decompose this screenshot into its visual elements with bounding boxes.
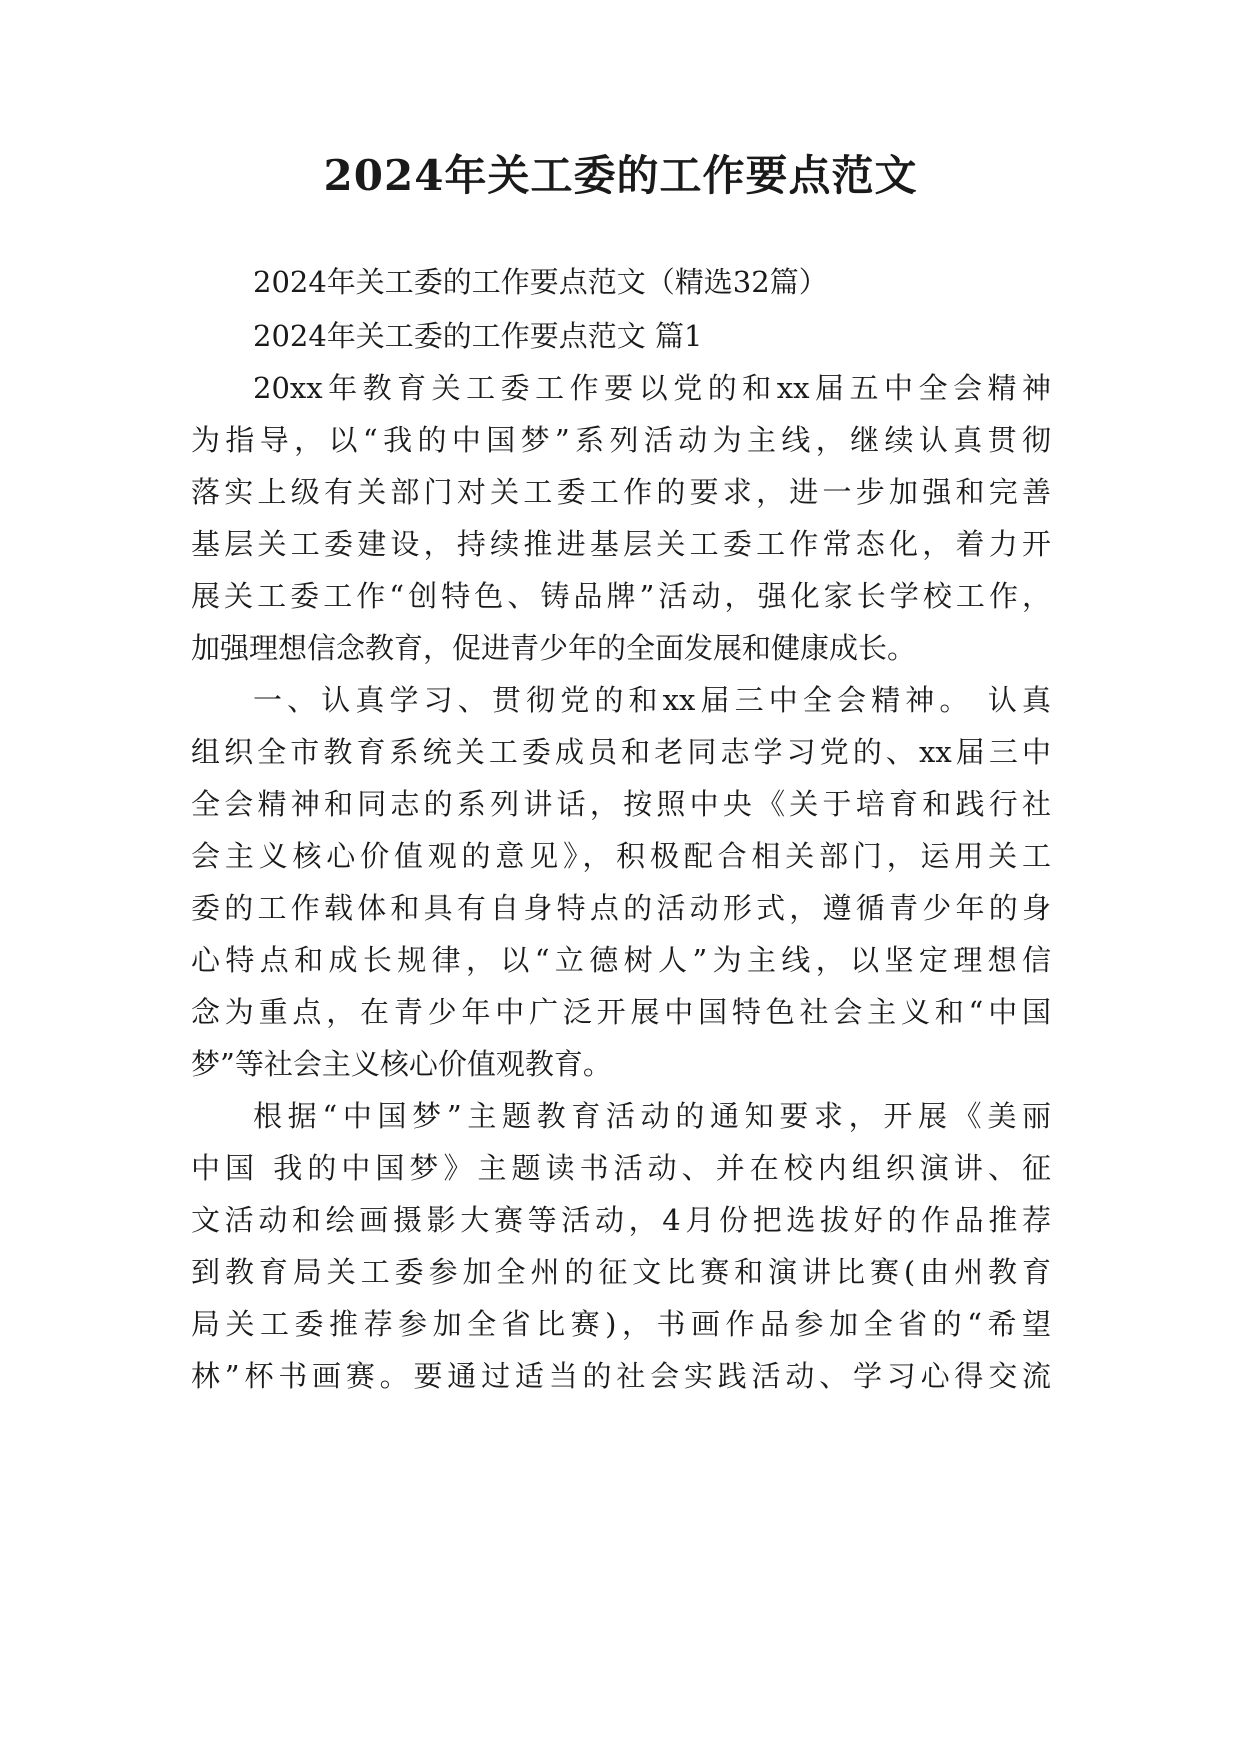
paragraph-line: 根据“中国梦”主题教育活动的通知要求，开展《美丽 <box>253 1099 1051 1133</box>
section-heading: 2024年关工委的工作要点范文 篇1 <box>253 319 703 353</box>
paragraph-line: 局关工委推荐参加全省比赛)，书画作品参加全省的“希望 <box>191 1307 1051 1341</box>
paragraph-line: 梦”等社会主义核心价值观教育。 <box>191 1047 612 1081</box>
paragraph-line: 全会精神和同志的系列讲话，按照中央《关于培育和践行社 <box>191 787 1051 821</box>
paragraph-line: 展关工委工作“创特色、铸品牌”活动，强化家长学校工作， <box>191 579 1051 613</box>
paragraph-line: 落实上级有关部门对关工委工作的要求，进一步加强和完善 <box>191 475 1051 509</box>
paragraph-line: 委的工作载体和具有自身特点的活动形式，遵循青少年的身 <box>191 891 1051 925</box>
paragraph-line: 为指导，以“我的中国梦”系列活动为主线，继续认真贯彻 <box>191 423 1051 457</box>
paragraph-line: 念为重点，在青少年中广泛开展中国特色社会主义和“中国 <box>191 995 1051 1029</box>
paragraph-line: 林”杯书画赛。要通过适当的社会实践活动、学习心得交流 <box>191 1359 1051 1393</box>
paragraph-line: 组织全市教育系统关工委成员和老同志学习党的、xx届三中 <box>191 735 1051 769</box>
paragraph-line: 文活动和绘画摄影大赛等活动，4月份把选拔好的作品推荐 <box>191 1203 1051 1237</box>
paragraph-line: 加强理想信念教育，促进青少年的全面发展和健康成长。 <box>191 631 917 665</box>
paragraph-line: 基层关工委建设，持续推进基层关工委工作常态化，着力开 <box>191 527 1051 561</box>
subtitle-line: 2024年关工委的工作要点范文（精选32篇） <box>253 265 828 299</box>
paragraph-line: 心特点和成长规律，以“立德树人”为主线，以坚定理想信 <box>191 943 1051 977</box>
paragraph-line: 20xx年教育关工委工作要以党的和xx届五中全会精神 <box>253 371 1051 405</box>
paragraph-line: 中国 我的中国梦》主题读书活动、并在校内组织演讲、征 <box>191 1151 1051 1185</box>
paragraph-line: 一、认真学习、贯彻党的和xx届三中全会精神。 认真 <box>253 683 1051 717</box>
paragraph-line: 会主义核心价值观的意见》，积极配合相关部门，运用关工 <box>191 839 1051 873</box>
document-title: 2024年关工委的工作要点范文 <box>323 151 918 200</box>
paragraph-line: 到教育局关工委参加全州的征文比赛和演讲比赛(由州教育 <box>191 1255 1051 1289</box>
